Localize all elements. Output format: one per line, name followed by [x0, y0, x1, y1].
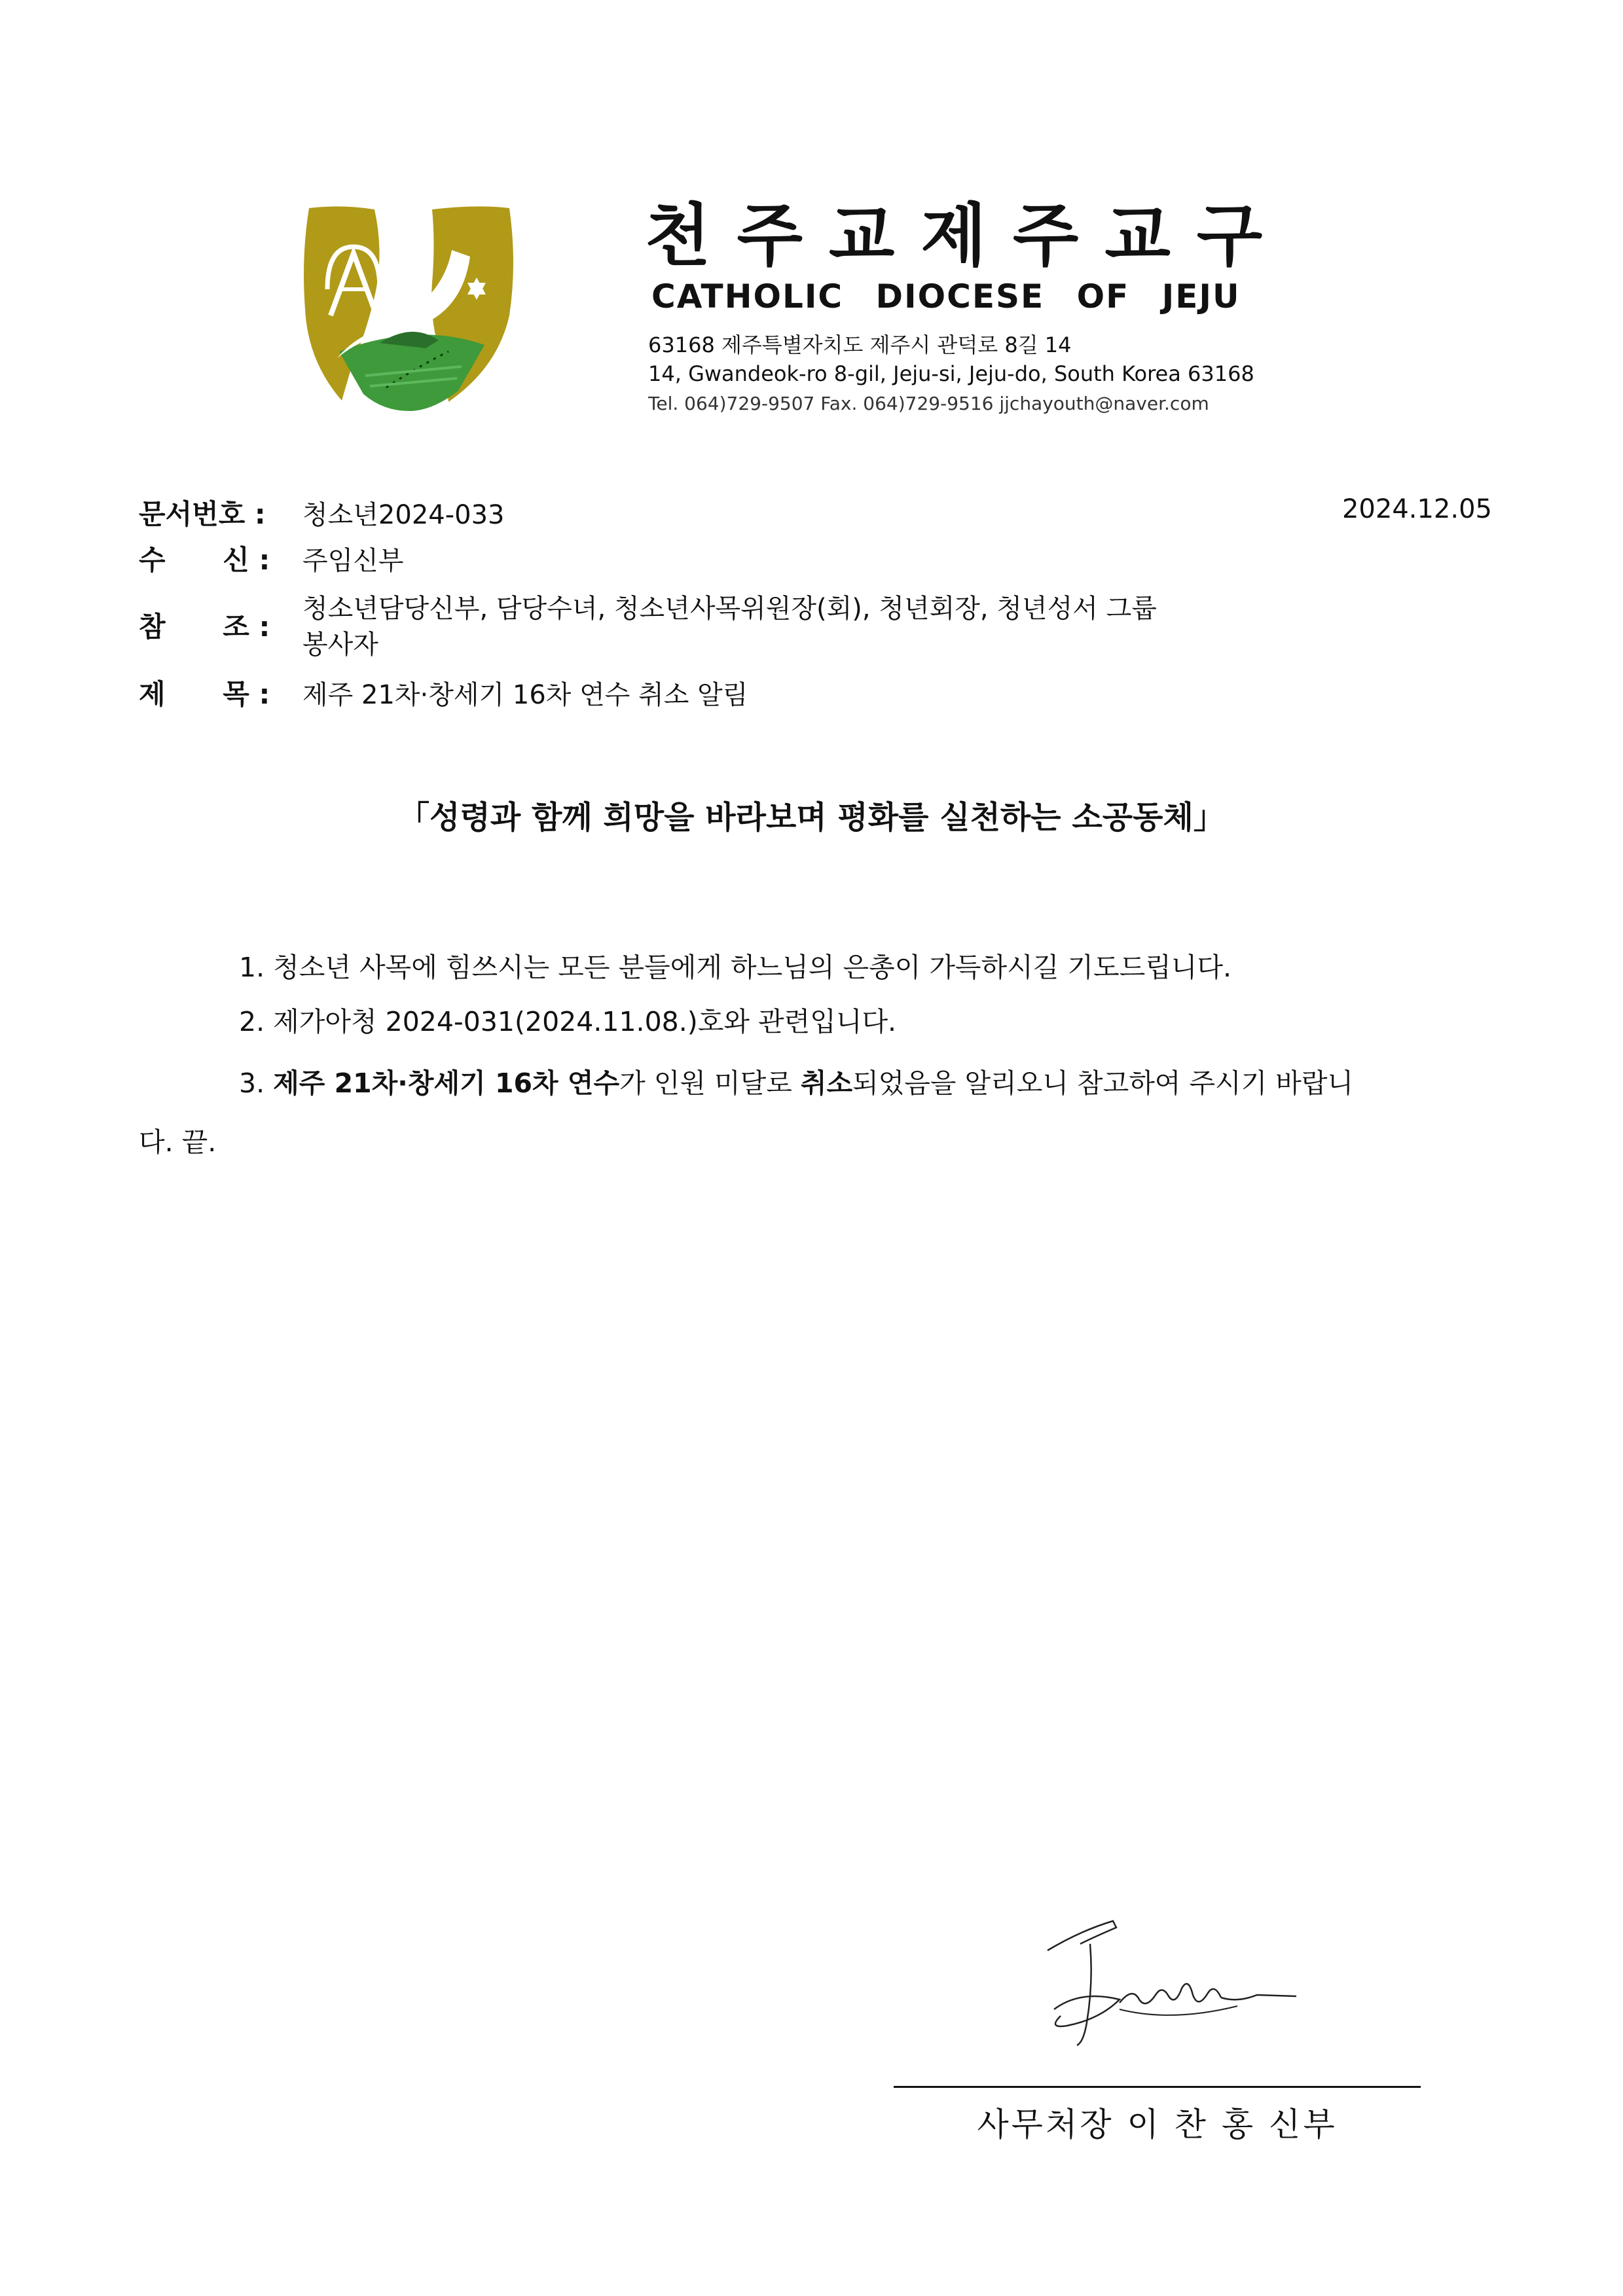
address-korean: 63168 제주특별자치도 제주시 관덕로 8길 14 — [648, 332, 1072, 357]
p3-number: 3. — [239, 1067, 274, 1099]
recipient-label: 수 신 : — [139, 544, 270, 576]
p3-text-2: 되었음을 알리오니 참고하여 주시기 바랍니 — [852, 1067, 1354, 1099]
signer-name: 사무처장 이 찬 홍 신부 — [977, 2106, 1338, 2144]
org-name-english: CATHOLIC DIOCESE OF JEJU — [651, 278, 1241, 315]
reference-line-1: 청소년담당신부, 담당수녀, 청소년사목위원장(회), 청년회장, 청년성서 그룹 — [302, 594, 1157, 624]
org-name-korean: 천주교제주교구 — [645, 196, 1289, 276]
p3-event-name: 제주 21차·창세기 16차 연수 — [273, 1067, 620, 1099]
signature-line — [894, 2086, 1421, 2088]
p3-cancel-word: 취소 — [800, 1067, 853, 1099]
reference-label: 참 조 : — [139, 611, 270, 643]
slogan: 「성령과 함께 희망을 바라보며 평화를 실천하는 소공동체」 — [398, 799, 1225, 836]
doc-date: 2024.12.05 — [1341, 494, 1492, 524]
body-paragraph-2: 2. 제가아청 2024-031(2024.11.08.)호와 관련입니다. — [239, 1006, 897, 1037]
handwritten-signature-icon — [1041, 1911, 1303, 2055]
address-english: 14, Gwandeok-ro 8-gil, Jeju-si, Jeju-do, South Korea 63168 — [648, 361, 1254, 386]
reference-line-2: 봉사자 — [302, 630, 378, 660]
body-paragraph-3 — [239, 1062, 1353, 1100]
diocese-crest-icon — [301, 204, 517, 412]
body-paragraph-1: 1. 청소년 사목에 힘쓰시는 모든 분들에게 하느님의 은총이 가득하시길 기도드립니다. — [239, 952, 1232, 983]
subject: 제주 21차·창세기 16차 연수 취소 알림 — [302, 680, 748, 710]
doc-number: 청소년2024-033 — [302, 500, 505, 530]
body-paragraph-3-continuation: 다. 끝. — [139, 1126, 217, 1158]
doc-number-label: 문서번호 : — [139, 498, 266, 530]
recipient: 주임신부 — [302, 546, 404, 576]
contact-info: Tel. 064)729-9507 Fax. 064)729-9516 jjchayouth@naver.com — [648, 393, 1209, 414]
p3-text-1: 가 인원 미달로 — [619, 1067, 801, 1099]
subject-label: 제 목 : — [139, 678, 270, 710]
